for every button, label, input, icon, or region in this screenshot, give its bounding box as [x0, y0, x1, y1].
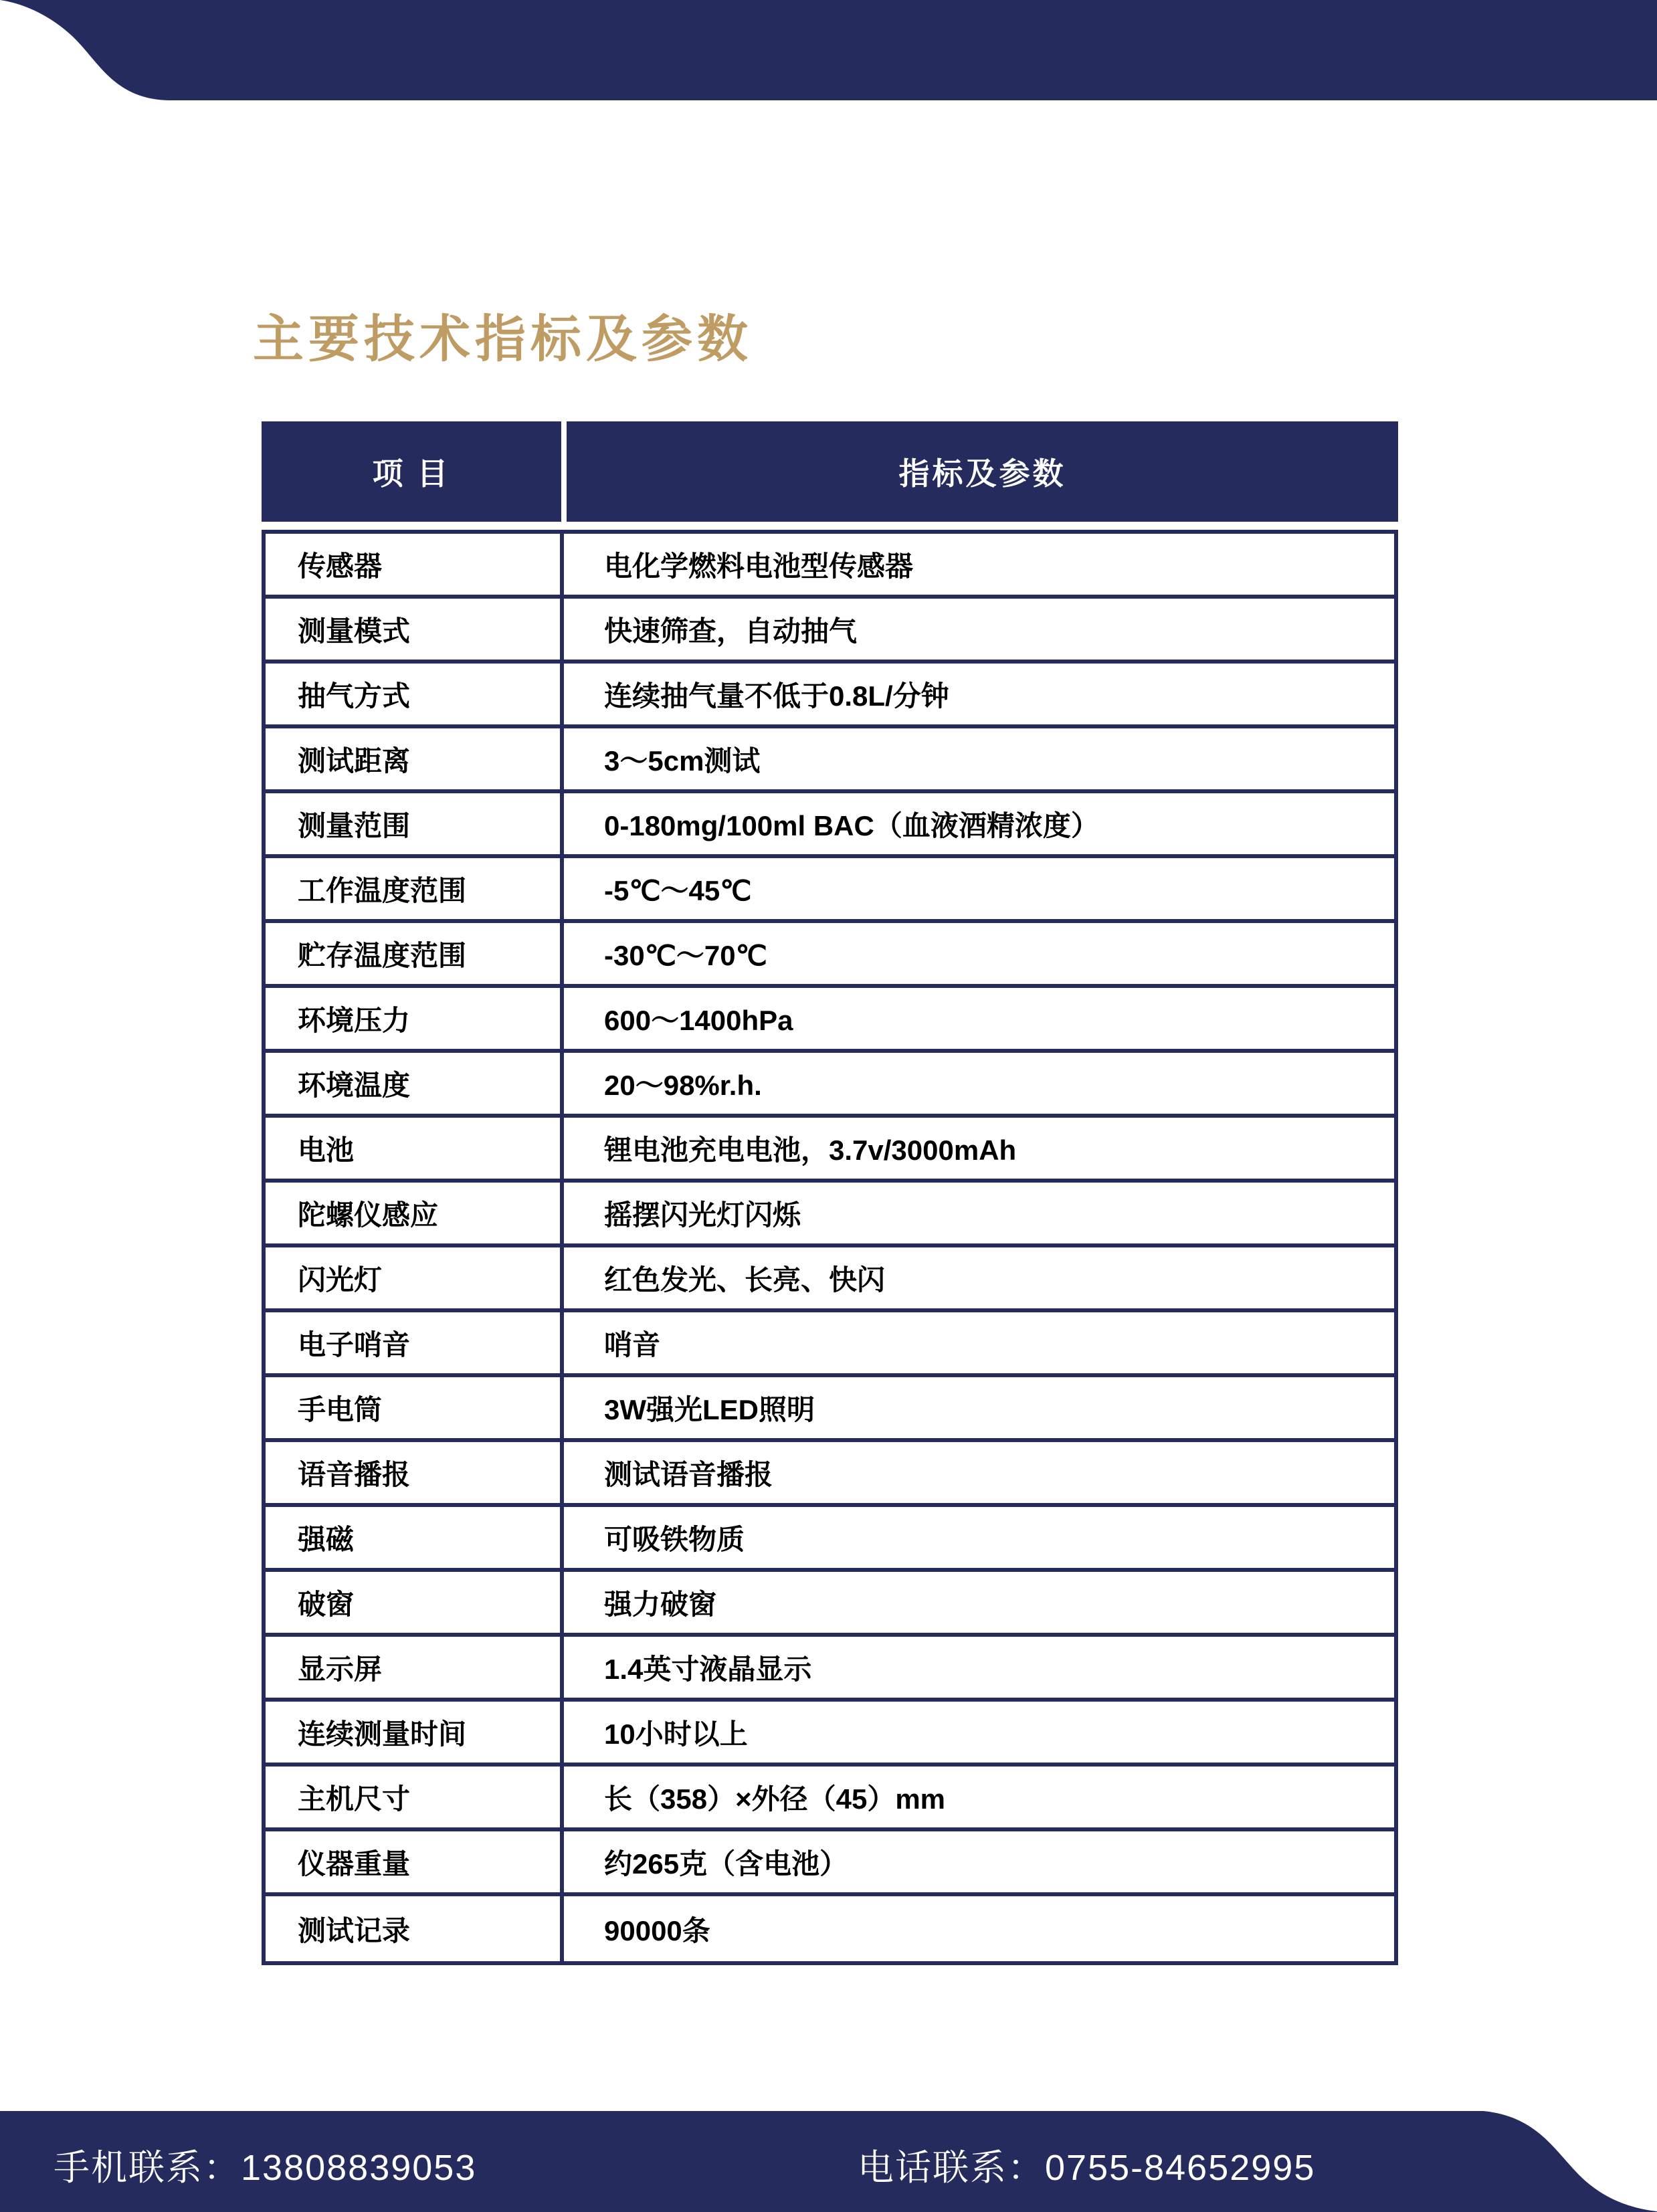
- table-row: [266, 1312, 1394, 1377]
- table-row: [266, 1183, 1394, 1247]
- spec-item-cell: 环境温度: [266, 1053, 564, 1114]
- phone-contact-number: 0755-84652995: [1045, 2148, 1316, 2188]
- spec-item-cell: 主机尺寸: [266, 1767, 564, 1827]
- spec-value-cell: -5℃～45℃: [604, 874, 752, 906]
- phone-contact-label: 电话联系：: [858, 2148, 1045, 2188]
- spec-item-cell: 电池: [266, 1118, 564, 1179]
- table-row: [266, 1831, 1394, 1896]
- spec-item-cell: 测试记录: [266, 1896, 564, 1961]
- mobile-contact-label: 手机联系：: [54, 2148, 241, 2188]
- table-row: [266, 664, 1394, 728]
- spec-value-cell: 0-180mg/100ml BAC（血液酒精浓度）: [604, 809, 1099, 841]
- spec-item-cell: 测试距离: [266, 728, 564, 789]
- table-header-row: [262, 421, 1398, 522]
- spec-value-cell: 90000条: [604, 1914, 710, 1946]
- table-row: [266, 858, 1394, 923]
- table-row: [266, 923, 1394, 988]
- table-row: [266, 988, 1394, 1053]
- spec-item-cell: 陀螺仪感应: [266, 1183, 564, 1243]
- spec-table: [262, 421, 1398, 1965]
- table-header-value-column: 指标及参数: [898, 456, 1066, 491]
- table-row: [266, 728, 1394, 793]
- spec-value-cell: 10小时以上: [604, 1718, 748, 1750]
- table-row: [266, 1118, 1394, 1183]
- spec-item-cell: 电子哨音: [266, 1312, 564, 1373]
- footer-mobile-contact: [54, 2148, 476, 2188]
- spec-value-cell: 3～5cm测试: [604, 744, 761, 777]
- table-row: [266, 534, 1394, 599]
- table-row: [266, 1637, 1394, 1702]
- table-row: [266, 1377, 1394, 1442]
- table-row: [266, 793, 1394, 858]
- spec-value-cell: 红色发光、长亮、快闪: [604, 1264, 886, 1296]
- table-row: [266, 1572, 1394, 1637]
- spec-item-cell: 测量范围: [266, 793, 564, 854]
- spec-item-cell: 传感器: [266, 534, 564, 595]
- spec-item-cell: 显示屏: [266, 1637, 564, 1698]
- footer-phone-contact: [858, 2148, 1315, 2188]
- spec-value-cell: 可吸铁物质: [604, 1523, 745, 1555]
- table-row: [266, 1507, 1394, 1572]
- spec-item-cell: 破窗: [266, 1572, 564, 1633]
- spec-item-cell: 抽气方式: [266, 664, 564, 724]
- spec-item-cell: 闪光灯: [266, 1247, 564, 1308]
- mobile-contact-number: 13808839053: [241, 2148, 477, 2188]
- spec-item-cell: 贮存温度范围: [266, 923, 564, 984]
- spec-value-cell: 连续抽气量不低于0.8L/分钟: [604, 680, 949, 712]
- spec-value-cell: 3W强光LED照明: [604, 1393, 815, 1425]
- spec-value-cell: 600～1400hPa: [604, 1004, 793, 1036]
- spec-item-cell: 工作温度范围: [266, 858, 564, 919]
- table-body: [262, 530, 1398, 1965]
- table-row: [266, 1767, 1394, 1831]
- spec-value-cell: 摇摆闪光灯闪烁: [604, 1199, 801, 1231]
- table-row: [266, 1702, 1394, 1767]
- spec-value-cell: 电化学燃料电池型传感器: [604, 550, 914, 582]
- spec-item-cell: 语音播报: [266, 1442, 564, 1503]
- spec-item-cell: 测量模式: [266, 599, 564, 660]
- spec-value-cell: -30℃～70℃: [604, 939, 767, 971]
- table-row: [266, 599, 1394, 664]
- spec-item-cell: 强磁: [266, 1507, 564, 1568]
- spec-item-cell: 仪器重量: [266, 1831, 564, 1892]
- spec-value-cell: 测试语音播报: [604, 1458, 773, 1490]
- table-header-item-column: 项 目: [262, 421, 567, 522]
- spec-value-cell: 1.4英寸液晶显示: [604, 1653, 812, 1685]
- spec-item-cell: 环境压力: [266, 988, 564, 1049]
- spec-item-cell: 手电筒: [266, 1377, 564, 1438]
- spec-value-cell: 快速筛查，自动抽气: [604, 615, 858, 647]
- spec-item-cell: 连续测量时间: [266, 1702, 564, 1763]
- table-row: [266, 1247, 1394, 1312]
- spec-value-cell: 锂电池充电电池，3.7v/3000mAh: [604, 1134, 1017, 1166]
- spec-value-cell: 哨音: [604, 1328, 661, 1361]
- spec-value-cell: 约265克（含电池）: [604, 1847, 848, 1880]
- spec-value-cell: 20～98%r.h.: [604, 1069, 762, 1101]
- page-title: 主要技术指标及参数: [253, 311, 753, 368]
- top-banner-shape: [0, 0, 1657, 100]
- table-row: [266, 1442, 1394, 1507]
- spec-value-cell: 长（358）×外径（45）mm: [604, 1783, 946, 1815]
- table-row: [266, 1896, 1394, 1961]
- table-row: [266, 1053, 1394, 1118]
- spec-value-cell: 强力破窗: [604, 1588, 717, 1620]
